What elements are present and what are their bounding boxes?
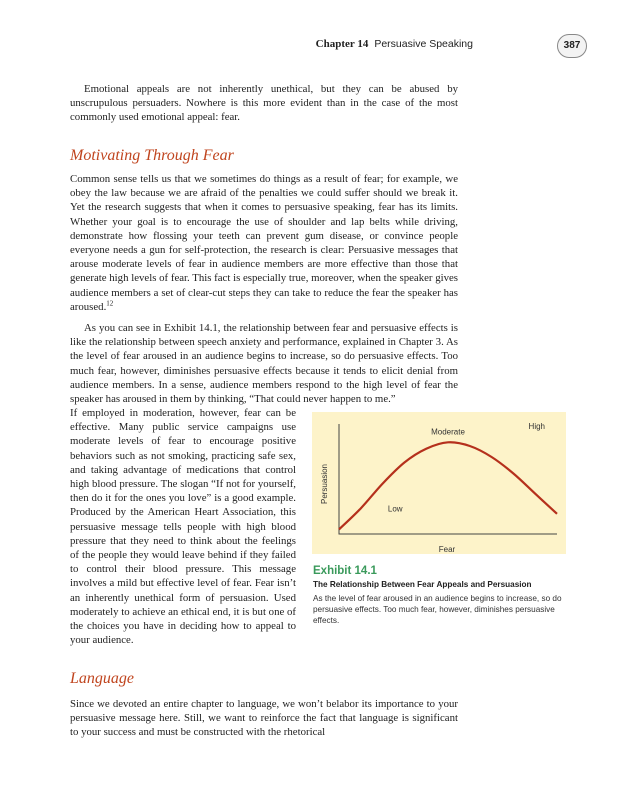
exhibit-subtitle: The Relationship Between Fear Appeals and Persuasion bbox=[313, 580, 532, 589]
chapter-label: Chapter 14 bbox=[315, 38, 369, 50]
fear-paragraph-3: If employed in moderation, however, fear can be effective. Many public service campaigns use moderate levels of fear to encourage positive behaviors such as not smoking, practicing safe sex, and taking advantage of medications that control high blood pressure. The slogan “If not for yourself, then do it for the ones you love” is a good example. Produced by the American Heart Association, this persuasive message tells people with high blood pressure that they need to think about the feelings of the people they would leave behind if they failed to control their blood pressure. This message involves a mild but effective level of fear. Fear isn’t an inherently unethical form of persuasion. Used moderately to achieve an ethical end, it is but one of the choices you have in deciding how to appeal to your audience. bbox=[70, 407, 296, 647]
exhibit-title: Exhibit 14.1 bbox=[313, 565, 377, 577]
intro-paragraph: Emotional appeals are not inherently unethical, but they can be abused by unscrupulous persuaders. Nowhere is this more evident than in the case of the most commonly used emotional appeal: fear. bbox=[70, 83, 458, 124]
chapter-title: Persuasive Speaking bbox=[374, 38, 473, 50]
section-heading-fear: Motivating Through Fear bbox=[70, 147, 234, 164]
x-axis-label: Fear bbox=[438, 545, 456, 554]
annotation-low: Low bbox=[387, 504, 403, 514]
section-heading-language: Language bbox=[70, 670, 134, 687]
annotation-high: High bbox=[528, 422, 545, 431]
language-paragraph: Since we devoted an entire chapter to language, we won’t belabor its importance to your persuasive message here. Still, we want to reinforce the fact that language is significant to your success and must be constructed with the rhetorical bbox=[70, 698, 458, 739]
annotation-moderate: Moderate bbox=[431, 427, 465, 437]
chart-axes bbox=[339, 424, 557, 534]
fear-paragraph-1-text: Common sense tells us that we sometimes do things as a result of fear; for example, we obey the law because we are afraid of the penalties we could suffer should we break it. Yet the research suggests that when it comes to persuasive speaking, fear has its limits. Whether your goal is to encourage the use of shoulder and lap belts while driving, demonstrate how flossing your teeth can prevent gum disease, or convince people everyone needs a gun for self-protection, the research is clear: Persuasive messages that arouse moderate levels of fear in audience members are more effective than those that generate high levels of fear. This fact is especially true, moreover, when the speaker gives audience members a set of clear-cut steps they can take to reduce the fear the speaker has aroused. bbox=[70, 173, 458, 313]
exhibit-chart bbox=[312, 412, 566, 554]
endnote-marker: 12 bbox=[106, 299, 114, 308]
exhibit-caption: As the level of fear aroused in an audience begins to increase, so do persuasive effects. Too much fear, however, diminishes persuasive effects. bbox=[313, 594, 562, 625]
page-number: 387 bbox=[557, 34, 587, 58]
y-axis-label: Persuasion bbox=[320, 463, 329, 505]
persuasion-curve bbox=[339, 442, 557, 529]
running-head bbox=[316, 38, 473, 50]
fear-paragraph-1 bbox=[70, 172, 458, 314]
fear-persuasion-chart bbox=[312, 412, 566, 554]
fear-paragraph-2: As you can see in Exhibit 14.1, the relationship between fear and persuasive effects is like the relationship between speech anxiety and performance, explained in Chapter 3. As the level of fear aroused in an audience begins to increase, so do persuasive effects. Too much fear, however, diminishes persuasive effects because it tends to elicit denial from audience members. In a sense, audience members respond to the high level of fear the speaker has aroused in them by thinking, “That could never happen to me.” bbox=[70, 322, 458, 406]
